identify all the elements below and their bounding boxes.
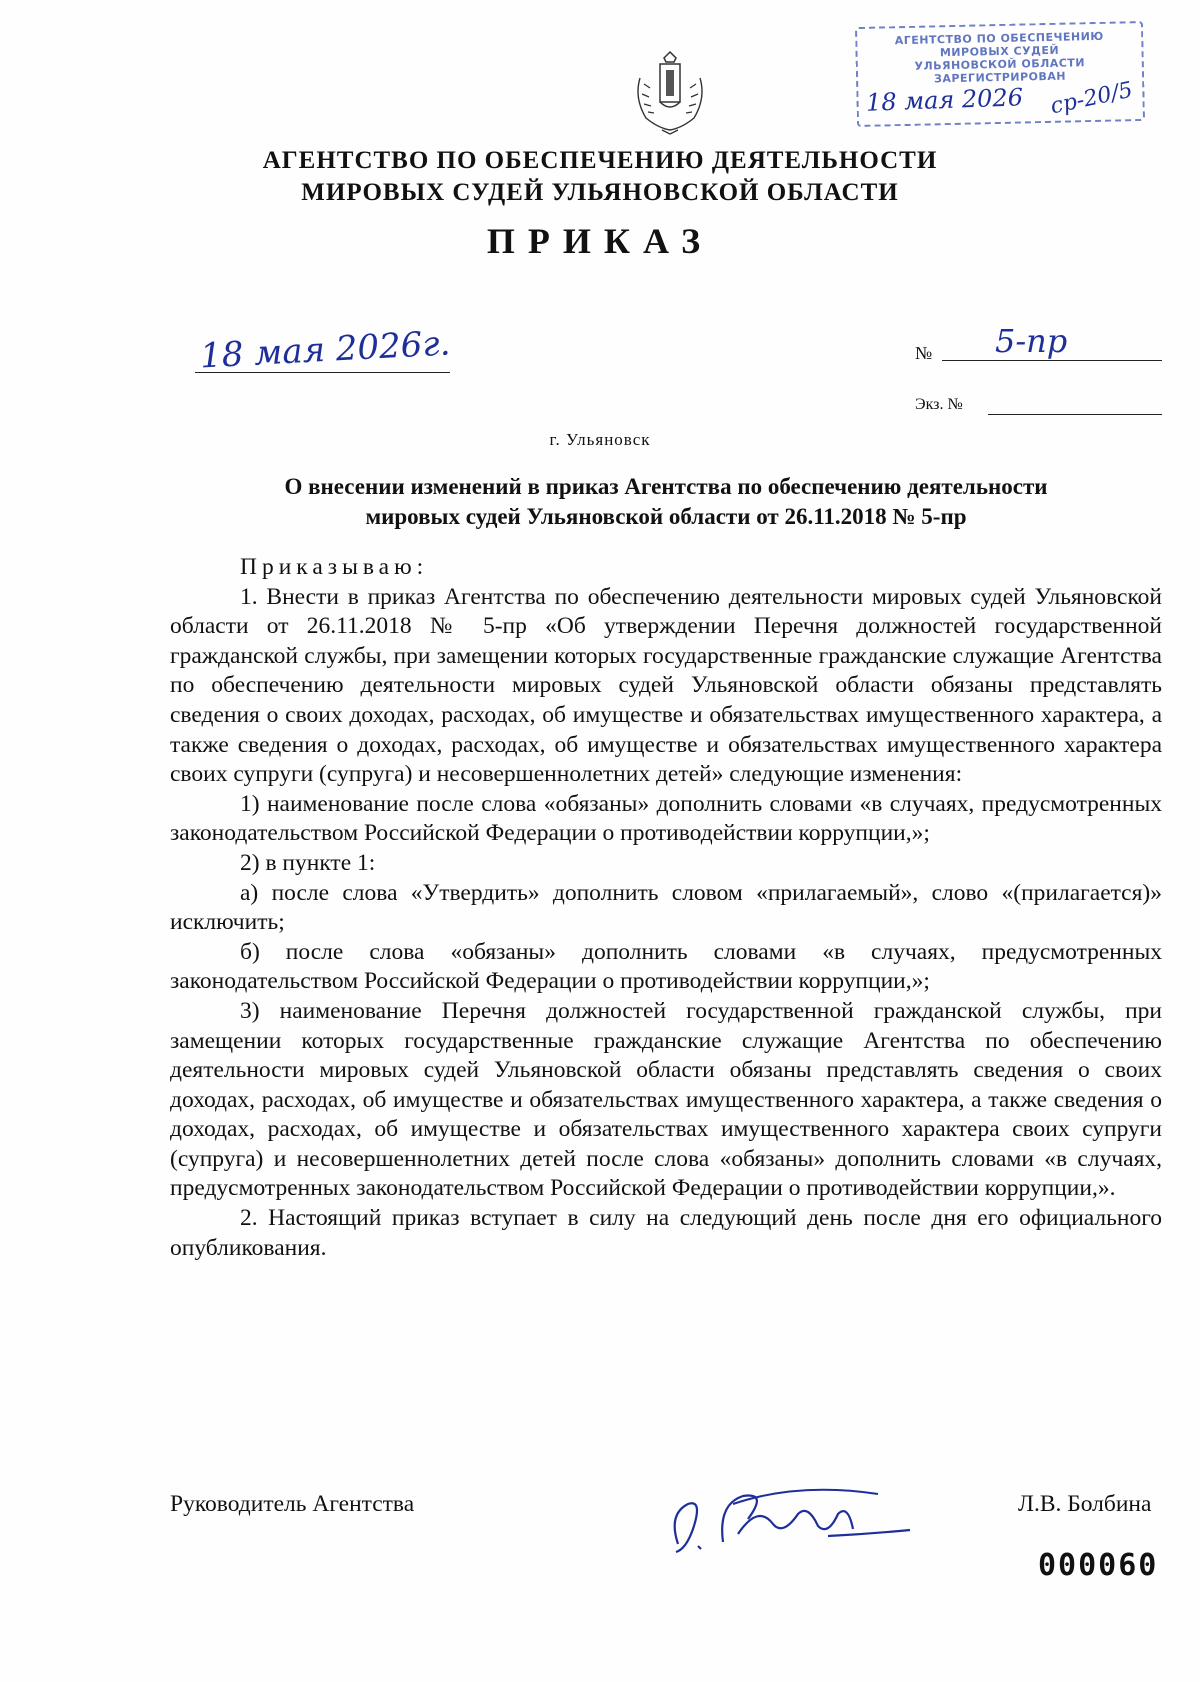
agency-title bbox=[200, 145, 1000, 209]
paragraph: 2. Настоящий приказ вступает в силу на следующий день после дня его официального опубликования. bbox=[170, 1205, 1162, 1261]
paragraph: 2) в пункте 1: bbox=[240, 849, 376, 876]
number-underline bbox=[942, 360, 1162, 361]
paragraph: 1. Внести в приказ Агентства по обеспечению деятельности мировых судей Ульяновской области от 26.11.2018 № 5-пр «Об утверждении Перечня должностей государственной гражданской службы, при замещении которых государственные гражданские служащие Агентства по обеспечению деятельности мировых судей Ульяновской области обязаны представлять сведения о своих доходах, расходах, об имуществе и обязательствах имущественного характера, а также сведения о доходах, расходах, об имуществе и обязательствах имущественного характера своих супруги (супруга) и несовершеннолетних детей» следующие изменения: bbox=[170, 583, 1162, 788]
order-subject bbox=[170, 472, 1162, 532]
paragraph: 1) наименование после слова «обязаны» дополнить словами «в случаях, предусмотренных законодательством Российской Федерации о противодействии коррупции,»; bbox=[170, 790, 1162, 847]
coat-of-arms-emblem bbox=[630, 48, 710, 136]
serial-number: 000060 bbox=[1038, 1548, 1159, 1583]
ordering-word: Приказываю: bbox=[240, 554, 429, 580]
stamp-handwritten-date: 18 мая 2026 bbox=[865, 83, 1024, 117]
paragraph: б) после слова «обязаны» дополнить словами «в случаях, предусмотренных законодательством Российской Федерации о противодействии коррупции,»; bbox=[170, 938, 1162, 995]
subject-line2: мировых судей Ульяновской области от 26.11.2018 № 5-пр bbox=[365, 504, 967, 529]
stamp-line: МИРОВЫХ СУДЕЙ bbox=[939, 43, 1060, 60]
handwritten-signature bbox=[648, 1474, 918, 1574]
order-body bbox=[170, 553, 1162, 1263]
agency-title-line1: АГЕНТСТВО ПО ОБЕСПЕЧЕНИЮ ДЕЯТЕЛЬНОСТИ bbox=[262, 147, 938, 174]
stamp-line: УЛЬЯНОВСКОЙ ОБЛАСТИ bbox=[914, 56, 1086, 73]
agency-title-line2: МИРОВЫХ СУДЕЙ УЛЬЯНОВСКОЙ ОБЛАСТИ bbox=[301, 179, 899, 206]
paragraph: а) после слова «Утвердить» дополнить словом «прилагаемый», слово «(прилагается)» исключить; bbox=[170, 879, 1162, 936]
copy-number-label: Экз. № bbox=[915, 396, 963, 413]
paragraph: 3) наименование Перечня должностей государственной гражданской службы, при замещении которых государственные гражданские служащие Агентства по обеспечению деятельности мировых судей Ульяновской области обязаны представлять сведения о своих доходах, расходах, об имуществе и обязательствах имущественного характера, а также сведения о доходах, расходах, об имуществе и обязательствах имущественного характера своих супруги (супруга) и несовершеннолетних детей после слова «обязаны» дополнить словами «в случаях, предусмотренных законодательством Российской Федерации о противодействии коррупции,». bbox=[170, 997, 1162, 1202]
subject-line1: О внесении изменений в приказ Агентства по обеспечению деятельности bbox=[284, 474, 1048, 499]
date-underline bbox=[195, 372, 450, 373]
order-date: 18 мая 2026г. bbox=[199, 323, 452, 377]
document-type: ПРИКАЗ bbox=[486, 221, 714, 261]
signer-name: Л.В. Болбина bbox=[1018, 1491, 1152, 1517]
order-number: 5-пр bbox=[995, 322, 1068, 360]
number-label: № bbox=[915, 343, 933, 363]
signer-position: Руководитель Агентства bbox=[170, 1491, 415, 1517]
city: г. Ульяновск bbox=[549, 430, 651, 449]
copy-number-underline bbox=[988, 414, 1162, 415]
stamp-line: ЗАРЕГИСТРИРОВАН bbox=[933, 69, 1067, 86]
stamp-registration-number: ср-20/5 bbox=[1048, 77, 1135, 120]
stamp-line: АГЕНТСТВО ПО ОБЕСПЕЧЕНИЮ bbox=[894, 29, 1104, 48]
